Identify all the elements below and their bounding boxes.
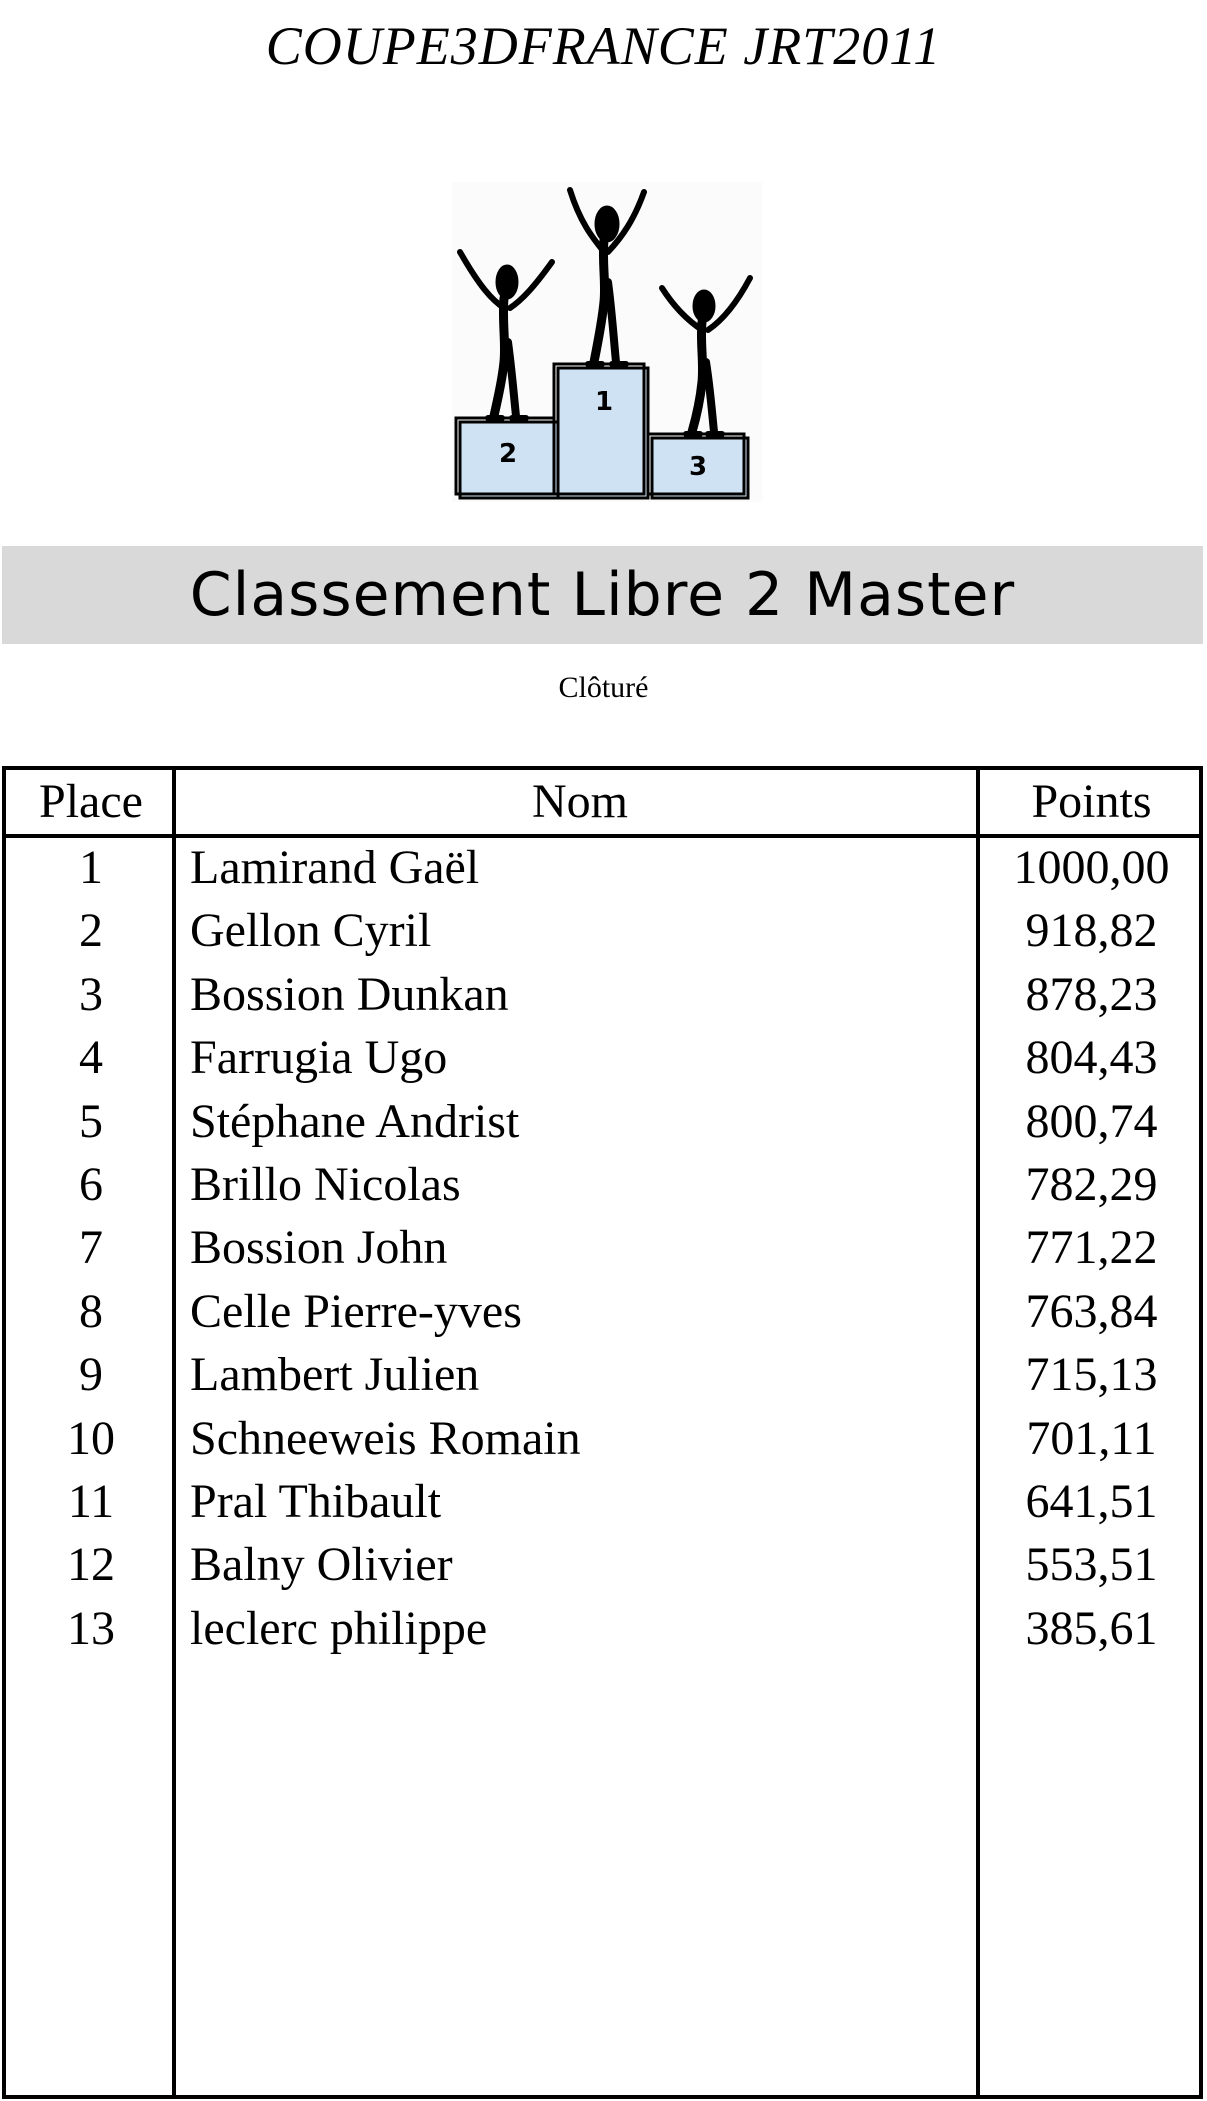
row-name: leclerc philippe bbox=[190, 1601, 488, 1655]
row-points: 800,74 bbox=[1025, 1094, 1158, 1148]
row-name: Gellon Cyril bbox=[190, 904, 432, 958]
status-text: Clôturé bbox=[558, 671, 649, 704]
row-name: Schneeweis Romain bbox=[190, 1411, 581, 1465]
row-place: 12 bbox=[67, 1538, 115, 1592]
row-name: Bossion Dunkan bbox=[190, 967, 509, 1021]
row-place: 10 bbox=[67, 1411, 115, 1465]
row-place: 9 bbox=[79, 1348, 103, 1402]
column-divider bbox=[976, 770, 980, 2095]
podium-number-1: 1 bbox=[594, 387, 614, 417]
row-name: Bossion John bbox=[190, 1221, 448, 1275]
row-name: Balny Olivier bbox=[190, 1538, 453, 1592]
row-name: Farrugia Ugo bbox=[190, 1031, 448, 1085]
row-place: 2 bbox=[79, 904, 103, 958]
row-name: Brillo Nicolas bbox=[190, 1158, 461, 1211]
row-place: 13 bbox=[67, 1601, 115, 1655]
row-points: 878,23 bbox=[1025, 967, 1158, 1021]
ranking-title: Classement Libre 2 Master bbox=[189, 560, 1016, 630]
row-name: Lambert Julien bbox=[190, 1348, 480, 1402]
header-points: Points bbox=[1031, 775, 1152, 828]
row-points: 782,29 bbox=[1025, 1158, 1158, 1211]
row-place: 4 bbox=[79, 1031, 103, 1085]
row-points: 715,13 bbox=[1025, 1348, 1158, 1402]
podium-number-3: 3 bbox=[688, 452, 708, 482]
row-name: Lamirand Gaël bbox=[190, 841, 480, 894]
row-place: 5 bbox=[79, 1094, 103, 1148]
row-points: 804,43 bbox=[1025, 1031, 1158, 1085]
row-name: Stéphane Andrist bbox=[190, 1094, 520, 1148]
row-place: 3 bbox=[79, 967, 103, 1021]
row-points: 1000,00 bbox=[1013, 841, 1170, 894]
row-points: 641,51 bbox=[1025, 1475, 1158, 1528]
header-nom: Nom bbox=[532, 775, 628, 828]
ranking-title-banner bbox=[2, 546, 1203, 644]
row-place: 8 bbox=[79, 1284, 103, 1338]
row-points: 918,82 bbox=[1025, 904, 1158, 958]
event-title: COUPE3DFRANCE JRT2011 bbox=[265, 16, 942, 76]
row-name: Celle Pierre-yves bbox=[190, 1284, 522, 1338]
row-points: 763,84 bbox=[1025, 1284, 1158, 1338]
row-points: 553,51 bbox=[1025, 1538, 1158, 1592]
row-points: 385,61 bbox=[1025, 1601, 1158, 1655]
ranking-table bbox=[2, 766, 1203, 2099]
podium-number-2: 2 bbox=[498, 439, 518, 469]
row-name: Pral Thibault bbox=[190, 1475, 442, 1528]
row-place: 7 bbox=[79, 1221, 103, 1275]
row-place: 11 bbox=[67, 1475, 115, 1528]
row-points: 771,22 bbox=[1025, 1221, 1158, 1275]
row-place: 1 bbox=[79, 841, 103, 894]
row-place: 6 bbox=[79, 1158, 103, 1211]
podium-winners-icon bbox=[452, 182, 762, 502]
row-points: 701,11 bbox=[1026, 1411, 1157, 1465]
header-place: Place bbox=[39, 775, 143, 828]
